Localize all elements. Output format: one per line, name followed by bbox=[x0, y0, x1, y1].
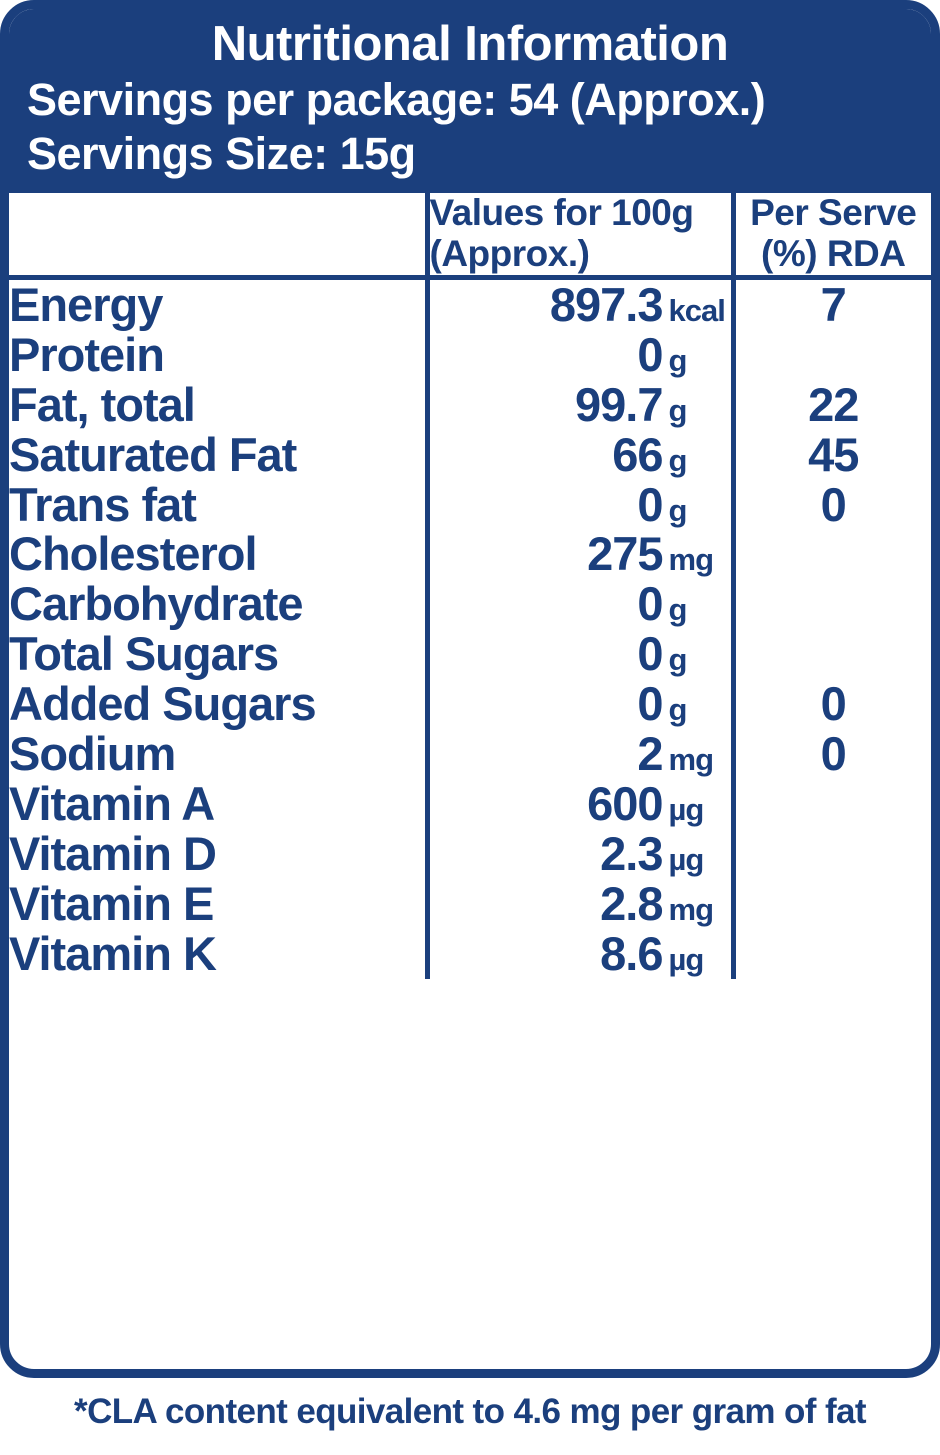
nutrient-name: Vitamin D bbox=[9, 829, 427, 879]
nutrient-name: Protein bbox=[9, 330, 427, 380]
table-row bbox=[9, 579, 931, 629]
nutrient-value-unit: kcal bbox=[668, 292, 725, 328]
nutrient-rda bbox=[733, 829, 931, 879]
nutrient-value bbox=[427, 327, 733, 381]
nutrient-value bbox=[427, 277, 733, 329]
nutrient-value bbox=[427, 679, 733, 729]
nutrient-rda bbox=[733, 330, 931, 380]
nutrient-rda bbox=[733, 629, 931, 679]
nutrient-value-number: 2 bbox=[637, 727, 663, 781]
nutrient-value bbox=[427, 427, 733, 481]
nutrient-name: Cholesterol bbox=[9, 529, 427, 579]
nutrient-value-number: 600 bbox=[587, 777, 663, 831]
column-header-nutrient bbox=[9, 193, 427, 277]
table-body bbox=[9, 277, 931, 979]
nutrition-table bbox=[9, 193, 931, 979]
nutrient-value-number: 99.7 bbox=[575, 377, 663, 431]
nutrient-value-number: 8.6 bbox=[600, 926, 663, 980]
nutrient-value-unit: µg bbox=[668, 792, 704, 828]
table-row bbox=[9, 929, 931, 979]
nutrient-name: Energy bbox=[9, 277, 427, 329]
nutrient-name: Fat, total bbox=[9, 380, 427, 430]
nutrition-header bbox=[9, 9, 931, 193]
nutrient-value-number: 0 bbox=[637, 477, 663, 531]
column-header-values-100g: Values for 100g (Approx.) bbox=[427, 193, 733, 277]
table-row bbox=[9, 879, 931, 929]
nutrient-value-unit: mg bbox=[668, 742, 713, 778]
nutrient-name: Saturated Fat bbox=[9, 430, 427, 480]
table-row bbox=[9, 829, 931, 879]
nutrient-value bbox=[427, 779, 733, 829]
nutrient-rda: 0 bbox=[820, 677, 846, 731]
nutrient-rda: 0 bbox=[820, 727, 846, 781]
nutrient-value-unit: g bbox=[668, 392, 687, 428]
nutrient-value-unit: g bbox=[668, 692, 687, 728]
table-row bbox=[9, 729, 931, 779]
nutrient-value bbox=[427, 926, 733, 980]
nutrient-value bbox=[427, 729, 733, 779]
nutrient-rda bbox=[733, 879, 931, 929]
nutrient-value-unit: g bbox=[668, 442, 687, 478]
nutrient-value-number: 0 bbox=[637, 327, 663, 381]
table-row bbox=[9, 380, 931, 430]
nutrient-value-number: 0 bbox=[637, 627, 663, 681]
nutrient-value-unit: mg bbox=[668, 542, 713, 578]
nutrient-value bbox=[427, 629, 733, 679]
nutrient-value bbox=[427, 829, 733, 879]
nutrient-name: Vitamin A bbox=[9, 779, 427, 829]
nutrient-rda: 45 bbox=[808, 427, 859, 481]
nutrient-name: Sodium bbox=[9, 729, 427, 779]
table-row bbox=[9, 529, 931, 579]
nutrient-value bbox=[427, 579, 733, 629]
nutrient-value-number: 0 bbox=[637, 577, 663, 631]
nutrient-value-unit: g bbox=[668, 642, 687, 678]
nutrient-rda bbox=[733, 529, 931, 579]
nutrient-value-number: 2.3 bbox=[600, 827, 663, 881]
nutrient-value-unit: mg bbox=[668, 892, 713, 927]
nutrient-name: Trans fat bbox=[9, 480, 427, 530]
nutrient-value-unit: g bbox=[668, 592, 687, 628]
serving-size: Servings Size: 15g bbox=[27, 127, 416, 179]
nutrient-rda bbox=[733, 779, 931, 829]
table-row bbox=[9, 629, 931, 679]
servings-per-package: Servings per package: 54 (Approx.) bbox=[27, 73, 766, 125]
nutrient-value-number: 2.8 bbox=[600, 877, 663, 930]
nutrient-value-number: 66 bbox=[612, 427, 663, 481]
nutrient-name: Vitamin E bbox=[9, 879, 427, 929]
nutrient-value-number: 275 bbox=[587, 527, 663, 581]
nutrient-value-unit: µg bbox=[668, 842, 704, 878]
nutrient-name: Carbohydrate bbox=[9, 579, 427, 629]
nutrient-value-unit: g bbox=[668, 342, 687, 378]
nutrient-rda: 7 bbox=[820, 277, 846, 331]
nutrient-value bbox=[427, 529, 733, 579]
nutrient-value-unit: g bbox=[668, 492, 687, 528]
nutrient-rda: 0 bbox=[820, 477, 846, 531]
nutrient-value-number: 0 bbox=[637, 677, 663, 731]
table-row bbox=[9, 430, 931, 480]
nutrient-name: Added Sugars bbox=[9, 679, 427, 729]
cla-footnote: *CLA content equivalent to 4.6 mg per gram of fat bbox=[74, 1392, 866, 1431]
nutrient-value bbox=[427, 377, 733, 431]
table-row bbox=[9, 679, 931, 729]
nutrient-value bbox=[427, 879, 733, 929]
table-header-row bbox=[9, 193, 931, 277]
nutrient-rda bbox=[733, 579, 931, 629]
nutrient-rda: 22 bbox=[808, 377, 859, 431]
table-row bbox=[9, 480, 931, 530]
column-header-per-serve-rda: Per Serve (%) RDA bbox=[733, 193, 931, 277]
nutrient-name: Vitamin K bbox=[9, 929, 427, 979]
page-title: Nutritional Information bbox=[211, 17, 729, 71]
table-row bbox=[9, 779, 931, 829]
table-row bbox=[9, 277, 931, 329]
table-row bbox=[9, 330, 931, 380]
nutrient-value bbox=[427, 477, 733, 531]
nutrient-value-number: 897.3 bbox=[549, 277, 663, 331]
nutrient-rda bbox=[733, 929, 931, 979]
nutrient-value-unit: µg bbox=[668, 941, 704, 977]
nutrient-name: Total Sugars bbox=[9, 629, 427, 679]
